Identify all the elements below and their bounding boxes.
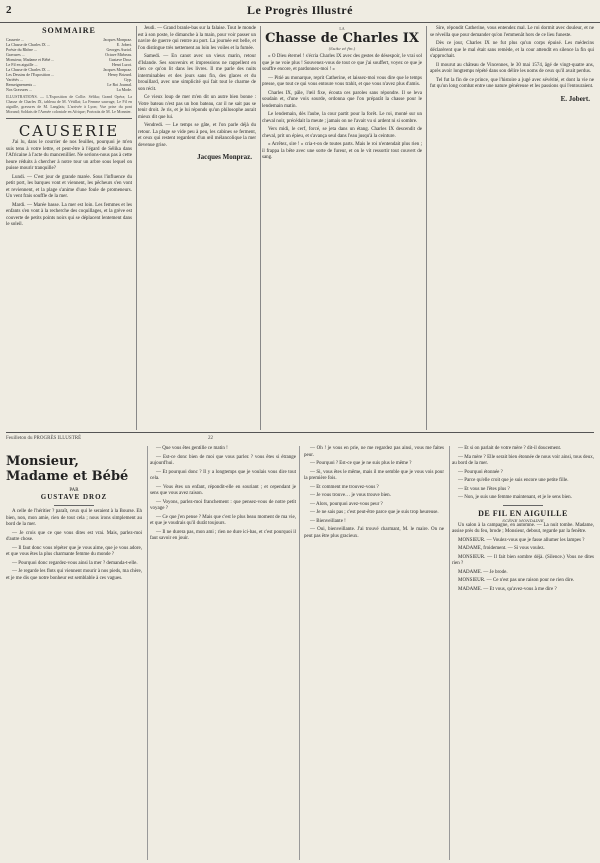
sommaire-row: [6, 87, 132, 92]
paragraph: MONSIEUR. — Il fait bien sombre déjà. (Silence.) Vous ne dites rien ?: [452, 554, 594, 566]
feuilleton-label: Feuilleton du PROGRÈS ILLUSTRÉ: [6, 436, 82, 441]
feuilleton-column-1: [6, 446, 142, 584]
paragraph: — Pourquoi ? Est-ce que je ne suis plus le même ?: [310, 461, 412, 466]
paragraph: — Il faut donc vous répéter que je vous aime, que je vous adore, et que vous êtes la plus charmante femme du monde ?: [6, 545, 142, 557]
paragraph: — Pourquoi étonnée ?: [458, 469, 503, 475]
sommaire-title: SOMMAIRE: [42, 26, 96, 35]
aiguille-body: [452, 523, 594, 594]
paragraph: — Bienveillante !: [310, 518, 346, 524]
chasse-signature: E. Jobert.: [560, 94, 590, 103]
paragraph: MADAME. — Je brode.: [458, 569, 508, 575]
paragraph: Ce vieux loup de mer m'en dit un autre bien bonne : Votre bateau n'est pas un bon bateau, car il ne sait pas se tenir droit. Je ris, et je lui réponds qu'un philosophe aurait mieux dit que lui.: [138, 95, 256, 120]
paragraph: — Et si on parlait de votre mère ? dit-il doucement.: [458, 446, 562, 451]
sommaire-entry: Monsieur, Madame et Bébé ...: [6, 57, 55, 62]
paragraph: — Et pourquoi donc ? Il y a longtemps que je voulais vous dire tout cela.: [150, 469, 296, 481]
sommaire-entry: La Chasse de Charles IX ...: [6, 67, 50, 72]
paragraph: — Et vous ne l'êtes plus ?: [458, 486, 510, 492]
sommaire-entry: Nos Gravures ...: [6, 87, 33, 92]
paragraph: — Pourquoi donc regardez-vous ainsi la mer ? demanda-t-elle.: [12, 560, 138, 566]
paper-name: Le Progrès Illustré: [247, 3, 353, 17]
sommaire-entry: Gravures ...: [6, 52, 25, 57]
paragraph: — Ce que j'en pense ? Mais que c'est le plus beau moment de ma vie, et que je voudrais qu'il durât toujours.: [150, 514, 296, 526]
paragraph: Jeudi. — Grand branle-bas sur la falaise. Tout le monde est à son poste, le dimanche à la main, pour voir passer un navire de guerre qui rentre au port. La journée est belle, et l'on distingue très nettement au loin les voiles et la fumée.: [138, 26, 256, 51]
sommaire-entry: Poésie du Rhône ...: [6, 47, 37, 52]
sommaire-author: La Mode.: [116, 87, 132, 92]
feuilleton-body: [6, 509, 142, 582]
paragraph: MONSIEUR. — Voulez-vous que je fasse allumer les lampes ?: [458, 537, 585, 543]
causerie-signature: Jacques Monpraz.: [197, 153, 252, 161]
causerie-body: [6, 140, 132, 229]
causerie-body: [138, 26, 256, 149]
paragraph: Tel fut la fin de ce prince, que l'histoire a jugé avec sévérité, et dont la vie ne fut qu'un long combat entre une nature généreuse et les passions qui l'entouraient.: [430, 77, 594, 89]
paragraph: Lundi. — C'est jour de grande marée. Sous l'influence du petit port, les barques vont et viennent, les pêcheurs s'en vont et reviennent, et la plage s'anime d'une foule de promeneurs. Un vent frais souffle de la mer.: [6, 174, 132, 199]
sommaire-author: Le Roi Journal.: [107, 82, 132, 87]
paragraph: — Je crois que ce que vous dites est vrai. Mais, parlez-moi d'autre chose.: [6, 530, 142, 542]
ornament-rule: [54, 505, 94, 506]
upper-section: [6, 26, 594, 430]
sommaire-entry: Variétés ...: [6, 77, 23, 82]
causerie-column-2: [138, 26, 256, 161]
sommaire-author: Jacques Monpraz.: [103, 37, 132, 42]
sommaire-author: Gyp.: [124, 77, 132, 82]
feuilleton-header: [6, 436, 594, 445]
feuilleton-body: [304, 446, 444, 540]
paragraph: — Est-ce donc bien de moi que vous parlez ? vous êtes si étrange aujourd'hui.: [150, 454, 296, 466]
sommaire-entry: Le Fil en aiguille ...: [6, 62, 38, 67]
chasse-kicker: LA: [339, 26, 345, 31]
paragraph: Dès ce jour, Charles IX ne fut plus qu'un corps épuisé. Les médecins déclarèrent que le mal était sans remède, et la cour attendit en silence la fin qui s'approchait.: [430, 41, 594, 59]
sommaire-author: E. Jobert.: [116, 42, 132, 47]
paragraph: — Pitié au monarque, reprit Catherine, et laissez-moi vous dire que le temps presse, que tout ce qui vous entoure vous trahit, et que vous n'avez plus d'amis.: [262, 75, 422, 87]
causerie-title: CAUSERIE: [6, 118, 132, 140]
paragraph: — Je regarde les flots qui viennent mourir à nos pieds, ma chère, et je me dis que notre bonheur est semblable à ces vagues.: [6, 569, 142, 581]
chasse-body: [430, 26, 594, 91]
paragraph: A celle de l'héritier ? paraît, ceux qui le seraient à la Bourse. Eh bien, non, mon amie, rien de tout cela ; nous irons simplement au bord de la mer.: [6, 509, 142, 527]
chasse-subtitle: (Suite et fin.): [328, 46, 356, 51]
paragraph: — Alors, pourquoi avez-vous peur ?: [310, 501, 383, 507]
sommaire-entry: La Chasse de Charles IX ...: [6, 42, 50, 47]
paragraph: — Parce qu'elle croit que je suis encore une petite fille.: [458, 478, 569, 483]
chasse-title: Chasse de Charles IX: [265, 31, 419, 46]
paragraph: — Je ne sais pas ; c'est peut-être parce que je suis trop heureuse.: [310, 510, 439, 515]
page-number: 2: [6, 4, 12, 16]
sommaire-author: Jacques Monpraz.: [103, 67, 132, 72]
paragraph: Mardi. — Marée basse. La mer est loin. Les femmes et les enfants s'en vont à la recherche des coquillages, et la grève est couverte de petits points noirs qui se déplacent lentement dans le soleil.: [6, 202, 132, 227]
paragraph: — Et comment me trouvez-vous ?: [310, 484, 379, 490]
ornament-rule: [503, 505, 543, 506]
feuilleton-section: [6, 436, 594, 860]
feuilleton-body: [150, 446, 296, 543]
feuilleton-body: [452, 446, 594, 502]
feuilleton-column-4: [452, 446, 594, 595]
paragraph: Vendredi. — Le temps se gâte, et l'on parle déjà du retour. La plage se vide peu à peu, les cabines se ferment, et ceux qui restent regardent d'un œil mélancolique la mer devenue grise.: [138, 123, 256, 148]
paragraph: « Arrêtez, sire ! » cria-t-on de toutes parts. Mais le roi n'entendait plus rien ; il frappa la bête avec une sorte de fureur, et on le vit ressortir tout couvert de sang.: [262, 142, 422, 160]
sommaire-author: Georges Auriol.: [106, 47, 132, 52]
feuilleton-author: GUSTAVE DROZ: [40, 493, 108, 501]
sommaire-entry: Causerie ...: [6, 37, 24, 42]
paragraph: — Que vous êtes gentille ce matin !: [156, 446, 228, 451]
sommaire-author: Octave Mirbeau.: [105, 52, 132, 57]
paragraph: Vers midi, le cerf, forcé, se jeta dans un étang. Charles IX descendit de cheval, prit un épieu, et s'avança seul dans l'eau jusqu'à la ceinture.: [262, 127, 422, 139]
paragraph: Il mourut au château de Vincennes, le 30 mai 1574, âgé de vingt-quatre ans, après avoir longtemps répété dans son délire les noms de ceux qu'il avait perdus.: [430, 62, 594, 74]
chasse-column-2: [430, 26, 594, 103]
paragraph: — Non, je suis une femme maintenant, et je le sens bien.: [458, 495, 572, 500]
paragraph: — Si, vous êtes le même, mais il me semble que je vous vois pour la première fois.: [304, 469, 444, 481]
paragraph: — Oui, bienveillante. J'ai trouvé charmant, M. le maire. On ne peut pas être plus gracieux.: [304, 527, 444, 539]
sommaire-entry: Les Dessins de l'Exposition ...: [6, 72, 55, 77]
section-divider: [6, 432, 594, 433]
aiguille-title: DE FIL EN AIGUILLE: [478, 508, 568, 518]
paragraph: MADAME, froidement. — Si vous voulez.: [458, 546, 545, 551]
sommaire-table: [6, 37, 132, 92]
paragraph: MADAME. — Et vous, qu'avez-vous à me dire ?: [458, 586, 557, 592]
feuilleton-par: PAR: [69, 488, 79, 493]
paragraph: Charles IX, pâle, l'œil fixe, écouta ces paroles sans répondre. Il se leva soudain et, d'une voix sourde, ordonna que l'on préparât la chasse pour le lendemain matin.: [262, 90, 422, 109]
aiguille-subtitle: SCÈNE MONDAINE: [502, 517, 544, 523]
feuilleton-column-2: [150, 446, 296, 545]
sommaire-column: [6, 26, 132, 231]
sommaire-author: Henry Brizard.: [108, 72, 132, 77]
sommaire-author: Gustave Droz.: [108, 57, 132, 62]
paragraph: MONSIEUR. — Ce n'est pas une raison pour ne rien dire.: [458, 578, 575, 583]
sommaire-author: Henri Lurot.: [112, 62, 132, 67]
paragraph: — Ma mère ? Elle serait bien étonnée de nous voir ainsi, tous deux, au bord de la mer.: [452, 454, 594, 466]
feuilleton-title: Monsieur, Madame et Bébé: [6, 454, 129, 484]
paragraph: — Voyons, parlez-moi franchement : que pensez-vous de notre petit voyage ?: [150, 499, 296, 511]
feuilleton-column-3: [304, 446, 444, 542]
chasse-body: [262, 54, 422, 162]
paragraph: Samedi. — En canot avec un vieux marin, retour d'Islande. Ses souvenirs et impressions ne rappellent en rien ce qu'on lit dans les livres. Il me parle des nuits interminables et des jours sans fin, des glaces et du brouillard, avec une simplicité qui fait tout le charme de son récit.: [138, 54, 256, 92]
sommaire-entry: Renseignements ...: [6, 82, 37, 87]
paragraph: J'ai lu, dans le courrier de nos feuilles, pourquoi je m'en suis tenu à votre lettre, et peut-être à l'égard de Sélika dans l'Africaine à l'acte du mancenillier. Ne serions-nous pas à cette heure réduits à chercher à notre tour un arbre sous lequel on puisse mourir tranquille?: [6, 140, 132, 171]
paragraph: — Oh ! je vous en prie, ne me regardez pas ainsi, vous me faites peur.: [304, 446, 444, 458]
paragraph: — Vous êtes un enfant, répondit-elle en souriant ; et cependant je sens que vous avez raison.: [150, 484, 296, 496]
feuilleton-number: 22: [208, 436, 213, 441]
paragraph: Sire, répondit Catherine, vous entendez mal. Le roi dormit avec douleur, et ne se réveilla que pour demander qu'on l'emmenât hors de ce lieu funeste.: [430, 26, 594, 38]
sommaire-note: ILLUSTRATIONS. — L'Exposition de Collie. Sélika; Grand Opéra; La Chasse de Charles IX, tableau de M. Vétillat; La Femme sauvage, Le Fil en aiguille, gravures de M. Langlais; L'arrivée à Lyon; Vue prise du pont Morand; Soldats de l'Armée coloniale en Afrique; Portraits de M. Le Monnier.: [6, 94, 132, 114]
chasse-column: [262, 26, 422, 164]
paragraph: — Il ne durera pas, mon ami ; rien ne dure ici-bas, et c'est pourquoi il faut savoir en jouir.: [150, 529, 296, 541]
masthead: [0, 0, 600, 23]
paragraph: — Je vous trouve… je vous trouve bien.: [310, 493, 391, 498]
paragraph: Le lendemain, dès l'aube, la cour partit pour la forêt. Le roi, monté sur un cheval noir, précédait la meute ; jamais on ne l'avait vu si ardent ni si sombre.: [262, 112, 422, 124]
paragraph: Un salon à la campagne, en automne. — La nuit tombe. Madame, assise près du feu, brode ; Monsieur, debout, regarde par la fenêtre.: [452, 522, 594, 534]
paragraph: « O Dieu éternel ! s'écria Charles IX avec des gestes de désespoir, le vrai sol que je ne voie plus ! Souvenez-vous de tout ce que j'ai souffert, voyez ce que je souffre encore, et pardonnez-moi ! »: [262, 54, 422, 72]
